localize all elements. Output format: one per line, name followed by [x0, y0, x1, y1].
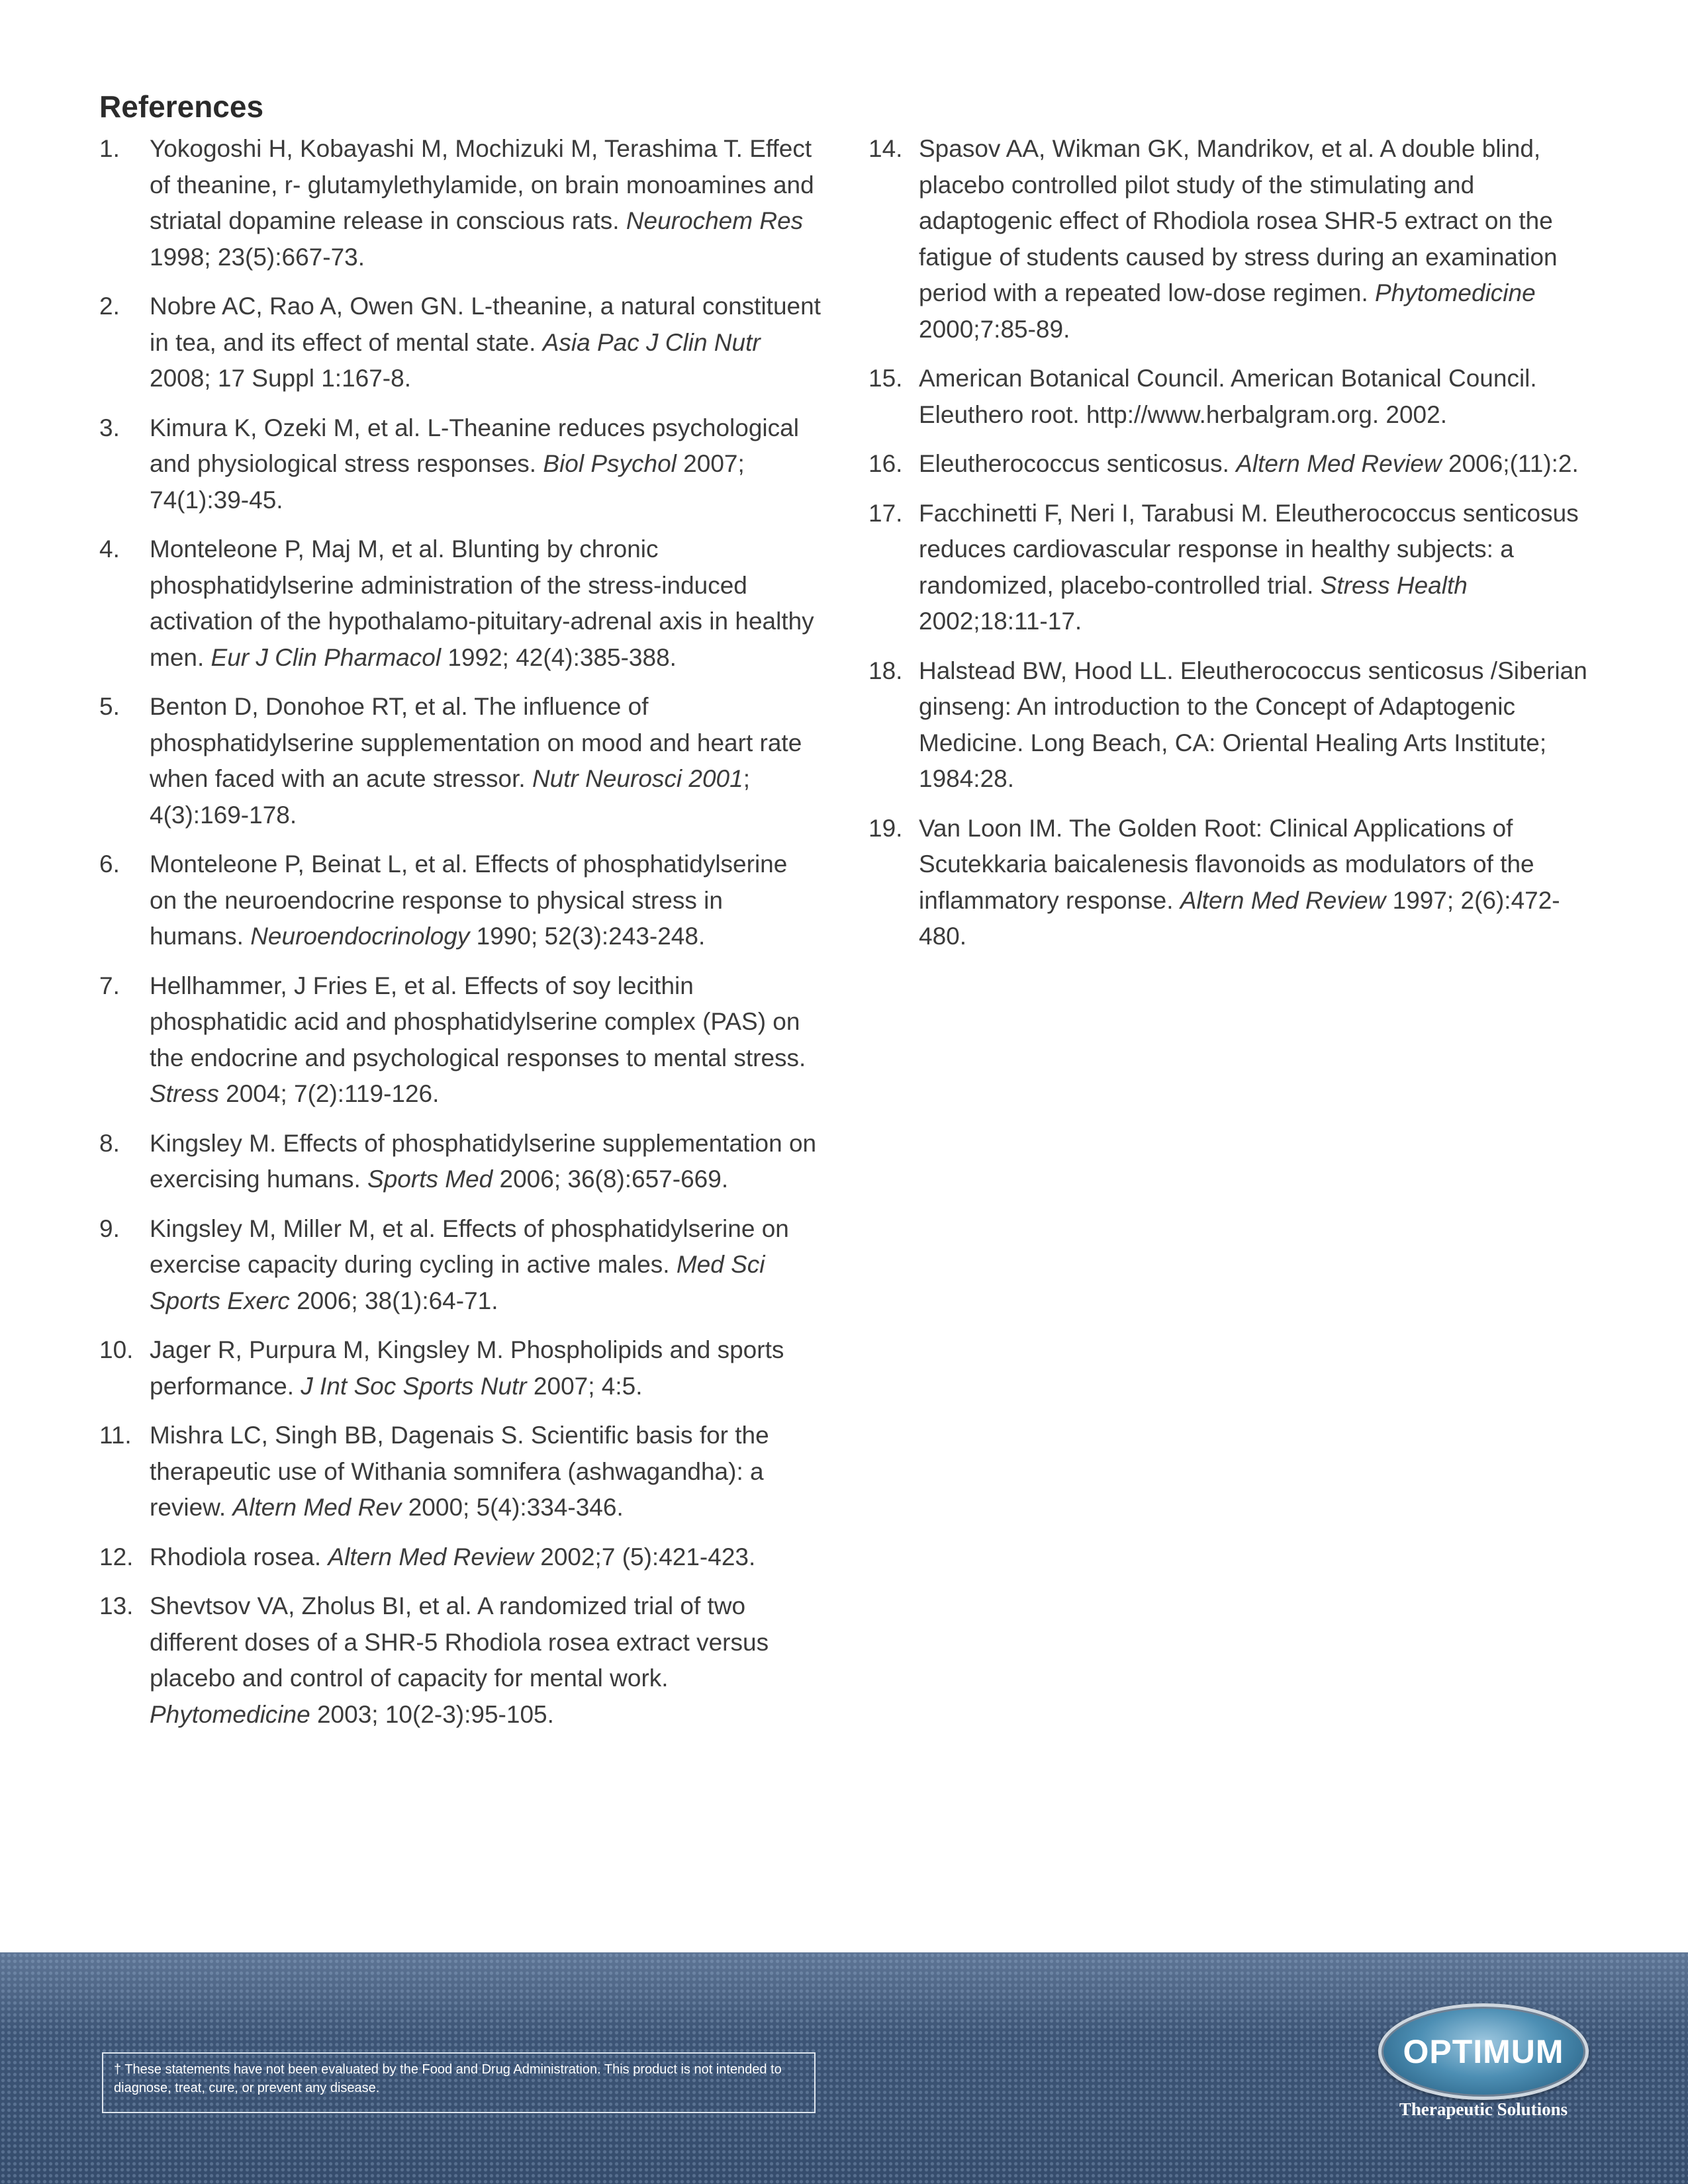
reference-citation: Hellhammer, J Fries E, et al. Effects of soy lecithin phosphatidic acid and phosphatidylserine complex (PAS) on the endocrine and psychological responses to mental stress.	[150, 972, 806, 1071]
reference-volume: 2006; 36(8):657-669.	[492, 1165, 729, 1193]
reference-volume: ; 4(3):169-178.	[150, 765, 750, 829]
reference-citation: Halstead BW, Hood LL. Eleutherococcus senticosus /Siberian ginseng: An introduction to the Concept of Adaptogenic Medicine. Long Beach, CA: Oriental Healing Arts Institute; 1984:28.	[919, 657, 1587, 792]
reference-citation: Shevtsov VA, Zholus BI, et al. A randomized trial of two different doses of a SHR-5 Rhodiola rosea extract versus placebo and control of capacity for mental work.	[150, 1592, 769, 1692]
reference-citation: Mishra LC, Singh BB, Dagenais S. Scientific basis for the therapeutic use of Withania somnifera (ashwagandha): a review.	[150, 1422, 769, 1521]
reference-text	[150, 1418, 821, 1526]
reference-number: 19.	[868, 814, 903, 842]
reference-volume: 2000;7:85-89.	[919, 315, 1070, 343]
reference-number: 8.	[99, 1129, 120, 1157]
reference-text	[150, 1126, 821, 1198]
reference-number: 7.	[99, 972, 120, 999]
reference-citation: Spasov AA, Wikman GK, Mandrikov, et al. A double blind, placebo controlled pilot study of the stimulating and adaptogenic effect of Rhodiola rosea SHR-5 extract on the fatigue of students caused by stress during an examination period with a repeated low-dose regimen.	[919, 135, 1558, 306]
reference-citation: Kimura K, Ozeki M, et al. L-Theanine reduces psychological and physiological stress responses.	[150, 414, 799, 477]
reference-citation: Monteleone P, Maj M, et al. Blunting by chronic phosphatidylserine administration of the stress-induced activation of the hypothalamo-pituitary-adrenal axis in healthy men.	[150, 535, 814, 671]
reference-citation: Benton D, Donohoe RT, et al. The influence of phosphatidylserine supplementation on mood and heart rate when faced with an acute stressor.	[150, 693, 802, 792]
reference-number: 10.	[99, 1336, 134, 1363]
reference-item	[868, 446, 1590, 482]
reference-number: 14.	[868, 135, 903, 162]
reference-journal: Stress	[150, 1080, 219, 1107]
logo-tagline: Therapeutic Solutions	[1399, 2099, 1568, 2119]
reference-journal: Altern Med Review	[1236, 450, 1442, 477]
reference-text	[919, 446, 1590, 482]
reference-citation: Eleutherococcus senticosus.	[919, 450, 1237, 477]
reference-journal: Biol Psychol	[543, 450, 677, 477]
reference-volume: 1998; 23(5):667-73.	[150, 243, 365, 271]
reference-text	[150, 131, 821, 275]
reference-number: 6.	[99, 850, 120, 878]
reference-item	[868, 361, 1590, 433]
reference-citation: Nobre AC, Rao A, Owen GN. L-theanine, a natural constituent in tea, and its effect of mental state.	[150, 293, 821, 356]
reference-volume: 2002;18:11-17.	[919, 608, 1082, 635]
optimum-logo	[1378, 2003, 1589, 2100]
reference-number: 2.	[99, 293, 120, 320]
reference-journal: Stress Health	[1320, 571, 1468, 599]
reference-volume: 2007; 4:5.	[526, 1372, 643, 1400]
references-list-right	[868, 131, 1590, 968]
reference-volume: 2006;(11):2.	[1441, 450, 1579, 477]
reference-journal: Phytomedicine	[150, 1700, 310, 1728]
reference-volume: 2008; 17 Suppl 1:167-8.	[150, 365, 411, 392]
reference-number: 18.	[868, 657, 903, 684]
reference-journal: Altern Med Rev	[232, 1494, 402, 1521]
reference-item	[868, 811, 1590, 955]
reference-text	[919, 811, 1590, 955]
reference-journal: Altern Med Review	[1180, 886, 1386, 914]
reference-volume: 2004; 7(2):119-126.	[218, 1080, 440, 1107]
reference-citation: Yokogoshi H, Kobayashi M, Mochizuki M, Terashima T. Effect of theanine, r- glutamylethylamide, on brain monoamines and striatal dopamine release in conscious rats.	[150, 135, 814, 234]
reference-text	[150, 531, 821, 676]
reference-item	[99, 846, 821, 955]
reference-volume: 2002;7 (5):421-423.	[533, 1543, 756, 1570]
reference-text	[919, 653, 1590, 797]
reference-text	[919, 496, 1590, 640]
reference-citation: Kingsley M. Effects of phosphatidylserine supplementation on exercising humans.	[150, 1129, 817, 1193]
reference-number: 12.	[99, 1543, 134, 1570]
reference-citation: Jager R, Purpura M, Kingsley M. Phospholipids and sports performance.	[150, 1336, 784, 1400]
reference-number: 17.	[868, 499, 903, 527]
reference-item	[99, 131, 821, 275]
reference-text	[150, 1211, 821, 1320]
reference-text	[150, 1539, 821, 1576]
reference-text	[150, 1332, 821, 1404]
reference-volume: 2000; 5(4):334-346.	[401, 1494, 624, 1521]
reference-text	[150, 1588, 821, 1733]
reference-item	[99, 1588, 821, 1733]
reference-journal: Phytomedicine	[1375, 279, 1536, 306]
reference-volume: 2006; 38(1):64-71.	[289, 1287, 498, 1314]
reference-number: 16.	[868, 450, 903, 477]
reference-item	[99, 1418, 821, 1526]
reference-item	[99, 968, 821, 1113]
references-list-left	[99, 131, 821, 1746]
reference-journal: Altern Med Review	[328, 1543, 534, 1570]
reference-journal: Neurochem Res	[626, 207, 804, 234]
reference-citation: Monteleone P, Beinat L, et al. Effects of phosphatidylserine on the neuroendocrine response to physical stress in humans.	[150, 850, 788, 950]
reference-text	[919, 361, 1590, 433]
reference-number: 15.	[868, 365, 903, 392]
reference-volume: 2007; 74(1):39-45.	[150, 450, 745, 514]
reference-item	[99, 689, 821, 833]
reference-item	[99, 1126, 821, 1198]
reference-text	[150, 968, 821, 1113]
logo-wordmark: OPTIMUM	[1403, 2033, 1564, 2070]
reference-item	[99, 531, 821, 676]
reference-citation: Van Loon IM. The Golden Root: Clinical Applications of Scutekkaria baicalenesis flavonoids as modulators of the inflammatory response.	[919, 814, 1534, 914]
reference-item	[99, 1211, 821, 1320]
reference-journal: Nutr Neurosci 2001	[532, 765, 743, 792]
reference-text	[919, 131, 1590, 347]
reference-journal: Neuroendocrinology	[250, 923, 470, 950]
reference-item	[99, 1539, 821, 1576]
reference-text	[150, 410, 821, 519]
reference-volume: 1997; 2(6):472- 480.	[919, 886, 1560, 950]
reference-item	[868, 496, 1590, 640]
references-heading: References	[99, 89, 264, 124]
reference-number: 11.	[99, 1422, 132, 1449]
reference-citation: Facchinetti F, Neri I, Tarabusi M. Eleutherococcus senticosus reduces cardiovascular response in healthy subjects: a randomized, placebo-controlled trial.	[919, 499, 1579, 599]
reference-volume: 2003; 10(2-3):95-105.	[310, 1700, 554, 1728]
reference-journal: Med Sci Sports Exerc	[150, 1251, 765, 1314]
reference-journal: Eur J Clin Pharmacol	[211, 643, 442, 671]
reference-text	[150, 846, 821, 955]
reference-volume: 1992; 42(4):385-388.	[441, 643, 677, 671]
reference-item	[868, 653, 1590, 797]
reference-item	[868, 131, 1590, 347]
reference-text	[150, 289, 821, 397]
reference-number: 13.	[99, 1592, 134, 1619]
reference-number: 4.	[99, 535, 120, 563]
reference-journal: J Int Soc Sports Nutr	[301, 1372, 527, 1400]
reference-number: 5.	[99, 693, 120, 720]
reference-number: 3.	[99, 414, 120, 441]
reference-citation: Rhodiola rosea.	[150, 1543, 328, 1570]
reference-text	[150, 689, 821, 833]
reference-number: 9.	[99, 1214, 120, 1242]
reference-number: 1.	[99, 135, 120, 162]
reference-journal: Asia Pac J Clin Nutr	[542, 328, 761, 356]
reference-item	[99, 1332, 821, 1404]
reference-volume: 1990; 52(3):243-248.	[469, 923, 706, 950]
fda-disclaimer: † These statements have not been evaluated by the Food and Drug Administration. This product is not intended to diagnose, treat, cure, or prevent any disease.	[102, 2052, 816, 2113]
reference-citation: Kingsley M, Miller M, et al. Effects of phosphatidylserine on exercise capacity during cycling in active males.	[150, 1214, 789, 1278]
reference-journal: Sports Med	[367, 1165, 493, 1193]
reference-item	[99, 289, 821, 397]
reference-citation: American Botanical Council. American Botanical Council. Eleuthero root. http://www.herbalgram.org. 2002.	[919, 365, 1537, 428]
reference-item	[99, 410, 821, 519]
